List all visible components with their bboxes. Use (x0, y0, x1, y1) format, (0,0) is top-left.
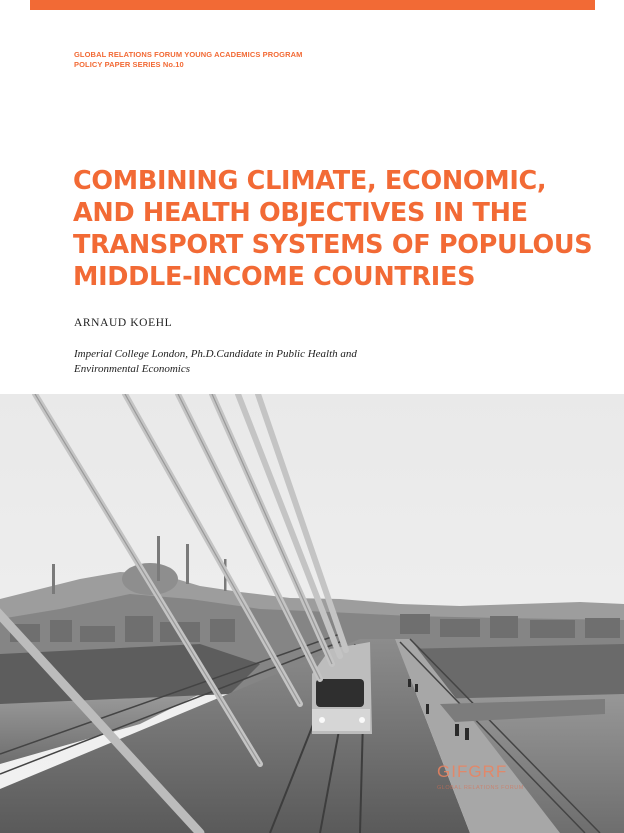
gifgrf-logo: GIFGRF (437, 762, 508, 781)
document-title (73, 165, 593, 293)
cover-photo-metro-bridge (0, 394, 624, 833)
logo-subtitle: GLOBAL RELATIONS FORUM (437, 785, 524, 791)
top-accent-bar (30, 0, 595, 10)
affiliation-line: Environmental Economics (74, 362, 190, 375)
title-line: COMBINING CLIMATE, ECONOMIC, (73, 166, 547, 196)
title-line: AND HEALTH OBJECTIVES IN THE (73, 198, 528, 228)
series-line-2: POLICY PAPER SERIES No.10 (74, 60, 184, 69)
affiliation-line: Imperial College London, Ph.D.Candidate in Public Health and (74, 348, 357, 360)
title-line: TRANSPORT SYSTEMS OF POPULOUS (73, 230, 593, 260)
title-line: MIDDLE-INCOME COUNTRIES (73, 262, 476, 292)
series-header (74, 50, 303, 70)
author-affiliation (74, 347, 434, 376)
author-name: ARNAUD KOEHL (74, 317, 173, 329)
series-line-1: GLOBAL RELATIONS FORUM YOUNG ACADEMICS PROGRAM (74, 50, 303, 59)
